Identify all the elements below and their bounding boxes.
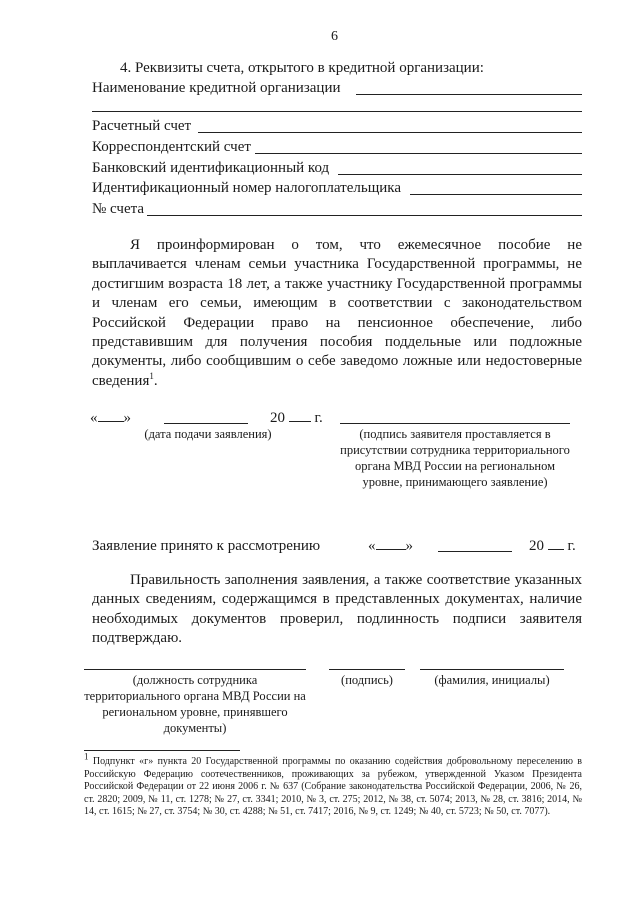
year-prefix: 20 (529, 538, 544, 554)
field-label-account-number: № счета (92, 201, 145, 217)
officer-position-caption: (должность сотрудника территориального органа МВД России на региональном уровне, принявшего документы) (84, 673, 306, 735)
acceptance-date-year[interactable] (529, 537, 576, 555)
year-prefix: 20 (270, 410, 285, 426)
field-label-bank-name: Наименование кредитной организации (92, 80, 341, 96)
field-line-bank-name[interactable] (356, 94, 582, 95)
field-line-correspondent-account[interactable] (255, 153, 582, 154)
verification-paragraph: Правильность заполнения заявления, а также соответствие указанных данных сведениям, содержащимся в представленных документах, наличие необходимых документов проверил, подлинность подписи заявителя подтверждаю. (92, 572, 582, 647)
footnote-mark: 1 (84, 751, 89, 762)
officer-name-line[interactable] (420, 669, 564, 670)
footnote (84, 751, 583, 819)
applicant-date-year[interactable] (270, 409, 323, 427)
applicant-signature-caption: (подпись заявителя проставляется в присутствии сотрудника территориального органа МВД России на региональном уровне, принимающего заявление) (340, 427, 570, 489)
quote-close: » (123, 410, 131, 426)
field-line-inn[interactable] (410, 194, 582, 195)
year-suffix: г. (314, 410, 323, 426)
acceptance-date-month-line[interactable] (438, 551, 512, 552)
quote-open: « (90, 410, 98, 426)
field-label-correspondent-account: Корреспондентский счет (92, 139, 251, 155)
footnote-separator (84, 750, 240, 751)
footnote-text: Подпункт «г» пункта 20 Государственной программы по оказанию содействия добровольному переселению в Российскую Федерацию соотечественников, проживающих за рубежом, утвержденной Указом Президента Российской Федерации от 22 июня 2006 г. № 637 (Собрание законодательства Российской Федерации, 2006, № 26, ст. 2820; 2009, № 11, ст. 1278; № 27, ст. 3341; 2010, № 3, ст. 275; 2012, № 38, ст. 5074; 2013, № 28, ст. 3816; 2014, № 14, ст. 1615; № 27, ст. 3754; № 30, ст. 4288; № 51, ст. 7417; 2016, № 9, ст. 1249; № 40, ст. 5723; № 50, ст. 7077). (84, 756, 583, 818)
officer-signature-line[interactable] (329, 669, 405, 670)
field-line-account-number[interactable] (147, 215, 582, 216)
field-line-settlement-account[interactable] (198, 132, 582, 133)
officer-name-caption: (фамилия, инициалы) (434, 673, 550, 687)
section-heading: 4. Реквизиты счета, открытого в кредитной организации: (120, 60, 484, 76)
field-label-bik: Банковский идентификационный код (92, 160, 330, 176)
declaration-paragraph: Я проинформирован о том, что ежемесячное пособие не выплачивается членам семьи участника Государственной программы, не достигшим возраста 18 лет, а также участнику Государственной программы и членам его семьи, имеющим в соответствии с законодательством Российской Федерации право на пенсионное обеспечение, либо представившим для получения пособия поддельные или подложные документы, либо сообщившим о себе заведомо ложные или недостоверные сведения$^1$. (92, 237, 582, 389)
acceptance-date-day[interactable] (368, 537, 413, 555)
acceptance-label: Заявление принято к рассмотрению (92, 538, 321, 554)
field-label-settlement-account: Расчетный счет (92, 118, 192, 134)
year-suffix: г. (567, 538, 576, 554)
field-line-bik[interactable] (338, 174, 582, 175)
applicant-signature-line[interactable] (340, 423, 570, 424)
field-line-bank-name-continued[interactable] (92, 111, 582, 112)
officer-position-line[interactable] (84, 669, 306, 670)
applicant-date-month-line[interactable] (164, 423, 248, 424)
field-label-inn: Идентификационный номер налогоплательщика (92, 180, 402, 196)
date-caption: (дата подачи заявления) (144, 427, 272, 441)
footnote-ref: 1 (149, 370, 154, 381)
declaration-text: Я проинформирован о том, что ежемесячное пособие не выплачивается членам семьи участника Государственной программы, не достигшим возраста 18 лет, а также участнику Государственной программы и членам его семьи, имеющим в соответствии с законодательством Российской Федерации право на пенсионное обеспечение, либо представившим для получения пособия поддельные или подложные документы, либо сообщившим о себе заведомо ложные или недостоверные сведения (92, 237, 582, 389)
applicant-date-day[interactable] (90, 409, 131, 427)
page-number: 6 (331, 29, 338, 44)
quote-close: » (405, 538, 413, 554)
quote-open: « (368, 538, 376, 554)
officer-signature-caption: (подпись) (341, 673, 393, 687)
